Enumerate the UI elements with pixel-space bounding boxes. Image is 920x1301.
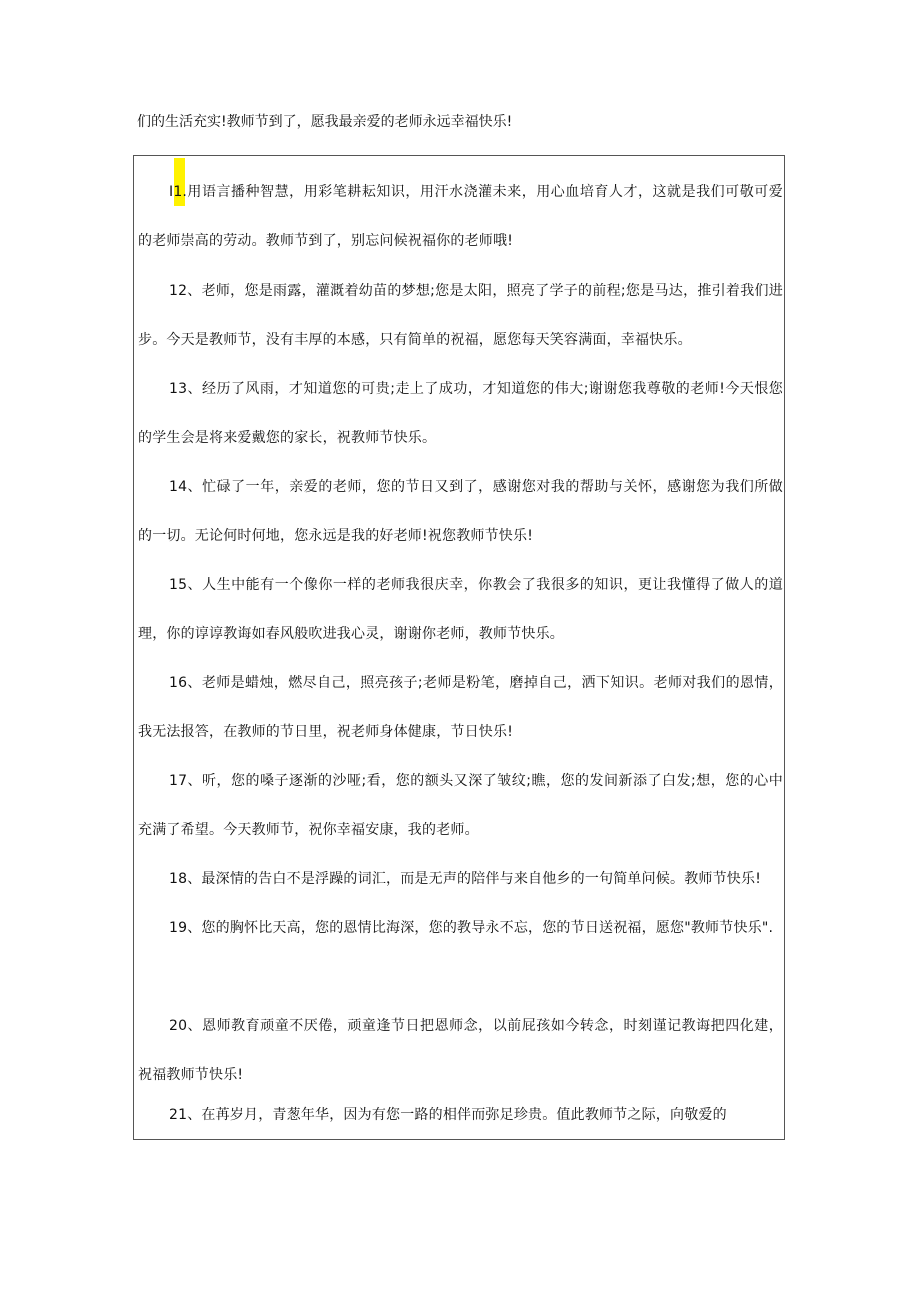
paragraph-11: I1.用语言播种智慧，用彩笔耕耘知识，用汗水浇灌未来，用心血培育人才，这就是我们可敬可爱的老师崇高的劳动。教师节到了，别忘问候祝福你的老师哦! — [138, 184, 783, 249]
paragraph-12: 12、老师，您是雨露，灌溉着幼苗的梦想;您是太阳，照亮了学子的前程;您是马达，推引着我们进步。今天是教师节，没有丰厚的本感，只有简单的祝福，愿您每天笑容满面，幸福快乐。 — [138, 283, 783, 348]
paragraph-19: 19、您的胸怀比天高，您的恩情比海深，您的教导永不忘，您的节日送祝福，愿您"教师节快乐". — [169, 920, 774, 936]
paragraph-13: 13、经历了风雨，才知道您的可贵;走上了成功，才知道您的伟大;谢谢您我尊敬的老师!今天恨您的学生会是将来爱戴您的家长，祝教师节快乐。 — [138, 381, 783, 446]
paragraph-21: 21、在苒岁月，青葱年华，因为有您一路的相伴而弥足珍贵。值此教师节之际，向敬爱的 — [169, 1107, 727, 1123]
paragraph-20: 20、恩师教育顽童不厌倦，顽童逢节日把恩师念，以前屁孩如今转念，时刻谨记教诲把四化建，祝福教师节快乐! — [138, 1018, 783, 1083]
lead-line: 们的生活充实!教师节到了，愿我最亲爱的老师永远幸福快乐! — [137, 114, 513, 130]
content-box — [133, 155, 785, 1140]
paragraph-16: 16、老师是蜡烛，燃尽自己，照亮孩子;老师是粉笔，磨掉自己，洒下知识。老师对我们的恩情，我无法报答，在教师的节日里，祝老师身体健康，节日快乐! — [138, 675, 783, 740]
paragraph-15: 15、人生中能有一个像你一样的老师我很庆幸，你教会了我很多的知识，更让我懂得了做人的道理，你的谆谆教诲如春风般吹进我心灵，谢谢你老师，教师节快乐。 — [138, 577, 783, 642]
paragraph-17: 17、听，您的嗓子逐渐的沙哑;看，您的额头又深了皱纹;瞧，您的发间新添了白发;想，您的心中充满了希望。今天教师节，祝你幸福安康，我的老师。 — [138, 773, 783, 838]
paragraph-18: 18、最深情的告白不是浮躁的词汇，而是无声的陪伴与来自他乡的一句简单问候。教师节快乐! — [169, 871, 762, 887]
paragraph-14: 14、忙碌了一年，亲爱的老师，您的节日又到了，感谢您对我的帮助与关怀，感谢您为我们所做的一切。无论何时何地，您永远是我的好老师!祝您教师节快乐! — [138, 479, 783, 544]
